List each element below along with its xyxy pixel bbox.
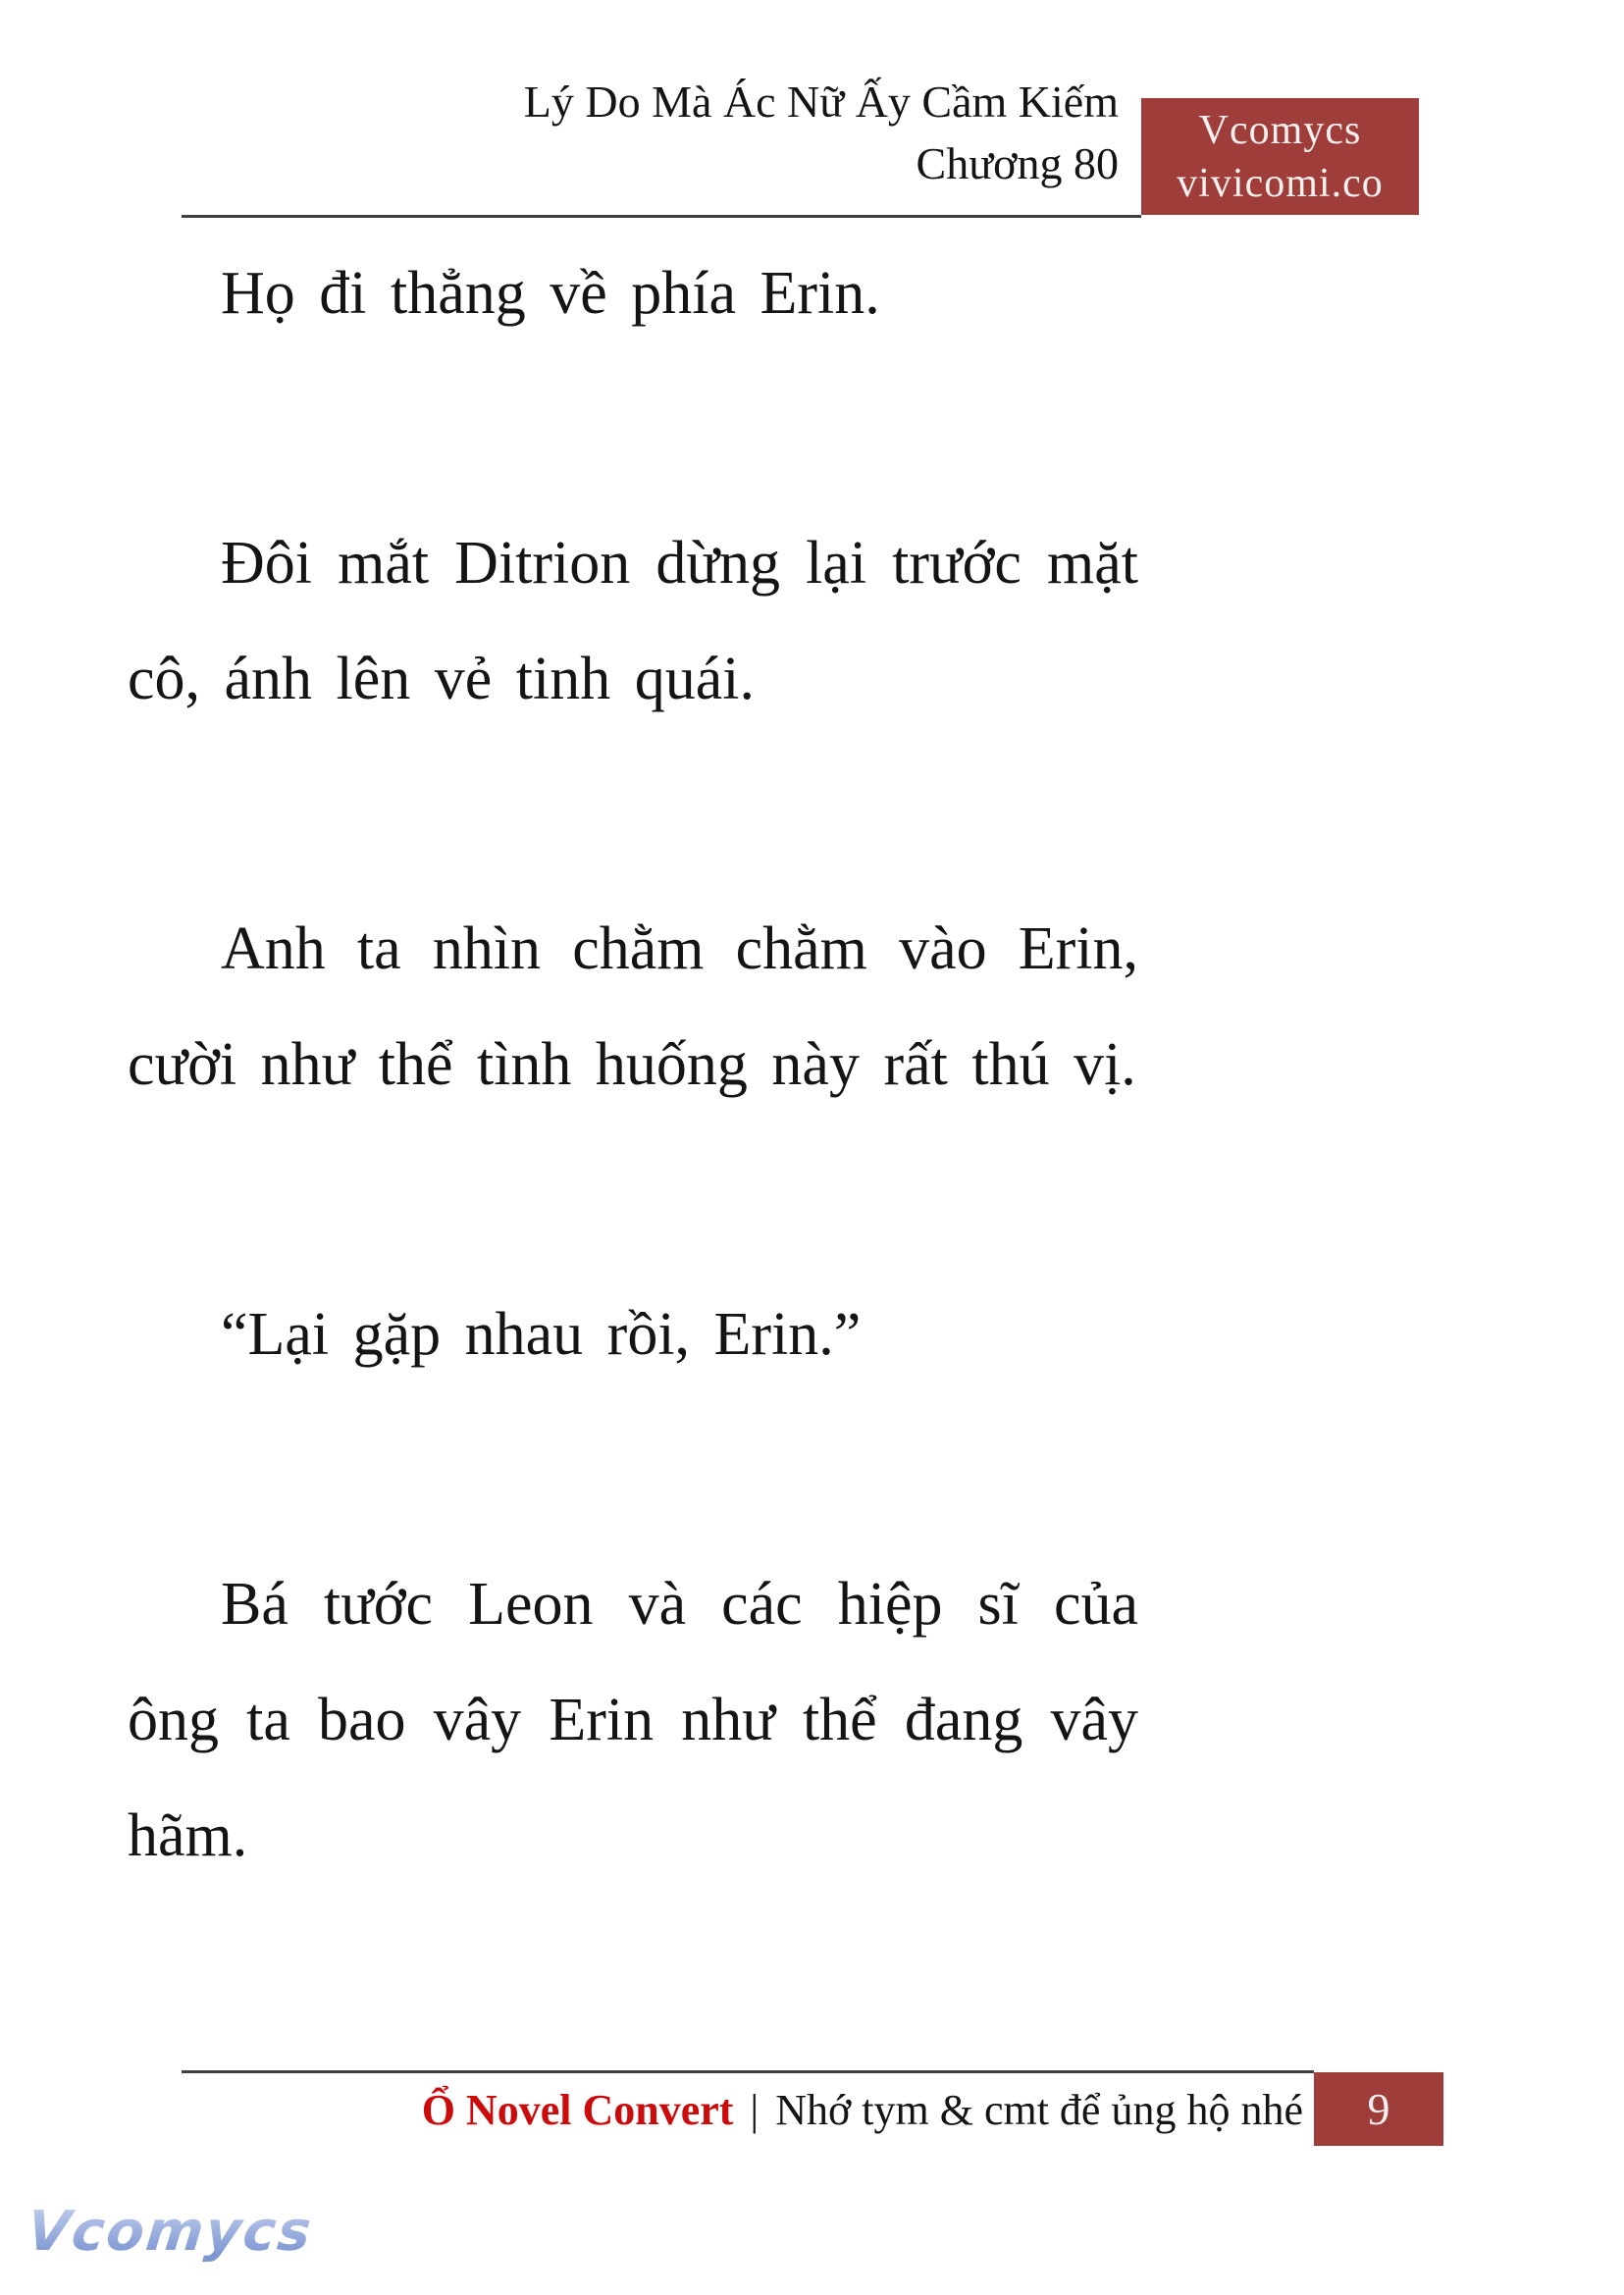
- paragraph: Anh ta nhìn chằm chằm vào Erin, cười như thể tình huống này rất thú vị.: [128, 915, 1138, 1098]
- chapter-label: Chương 80: [916, 138, 1119, 188]
- paragraph: Họ đi thẳng về phía Erin.: [221, 260, 880, 327]
- publisher-site: vivicomi.co: [1177, 160, 1384, 206]
- footer-divider: [182, 2070, 1314, 2073]
- footer: [182, 2080, 1303, 2141]
- header: [182, 71, 1119, 194]
- footer-note: Nhớ tym & cmt để ủng hộ nhé: [775, 2086, 1303, 2134]
- paragraph: “Lại gặp nhau rồi, Erin.”: [221, 1301, 862, 1368]
- paragraph: Bá tước Leon và các hiệp sĩ của ông ta bao vây Erin như thể đang vây hãm.: [128, 1571, 1138, 1869]
- watermark-logo: Vcomycs: [24, 2200, 316, 2264]
- publisher-name: Vcomycs: [1198, 107, 1362, 153]
- body-text: [128, 235, 1138, 2048]
- footer-brand: Ổ Novel Convert: [421, 2086, 734, 2134]
- paragraph: Đôi mắt Ditrion dừng lại trước mặt cô, ánh lên vẻ tinh quái.: [128, 530, 1138, 712]
- publisher-badge: [1141, 98, 1419, 215]
- page-number: 9: [1367, 2084, 1390, 2134]
- header-divider: [182, 215, 1141, 218]
- page-number-badge: [1314, 2072, 1443, 2146]
- page-title: Lý Do Mà Ác Nữ Ấy Cầm Kiếm: [523, 77, 1119, 127]
- footer-separator: |: [750, 2086, 760, 2134]
